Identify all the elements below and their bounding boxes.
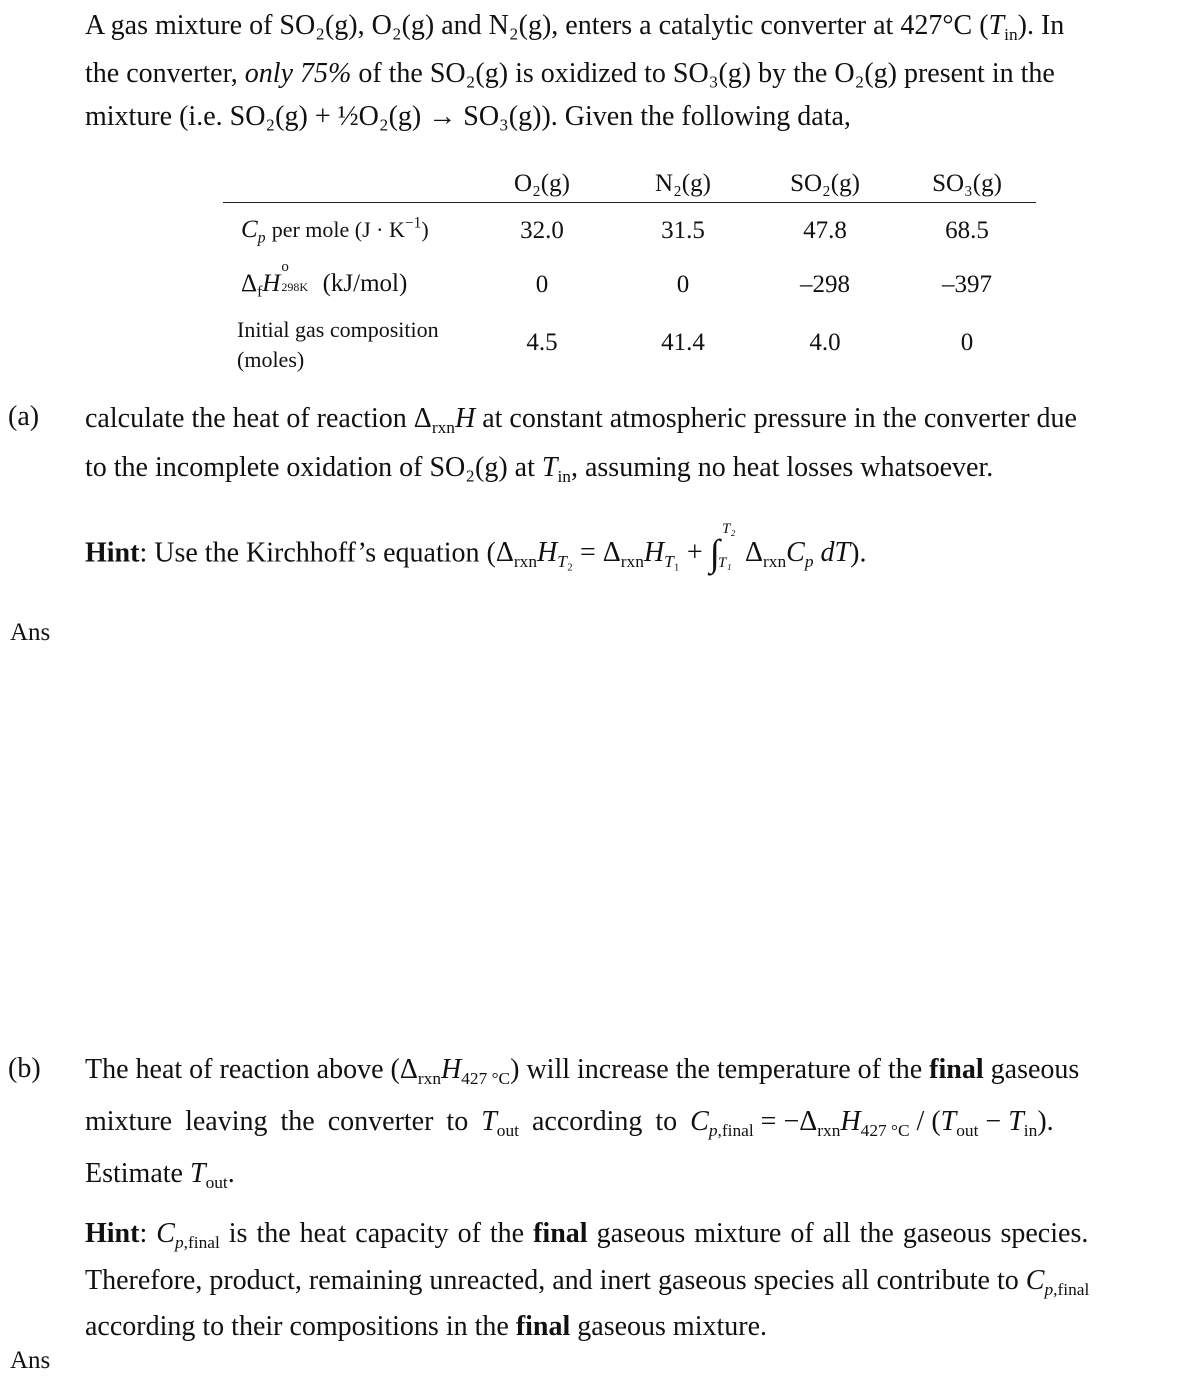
header-so3: SO₃(g) <box>932 170 1002 197</box>
part-a-line-1-text: calculate the heat of reaction Δ <box>85 403 432 434</box>
final-bold-1: final <box>929 1054 984 1085</box>
header-so2: SO₂(g) <box>790 170 860 197</box>
intro-line-1-end: ). In <box>1017 10 1065 41</box>
cp-symbol: C <box>241 216 258 243</box>
cell-cp-n2: 31.5 <box>661 217 705 244</box>
intro-line-2 <box>85 58 1055 90</box>
intro-line-3-start: mixture (i.e. <box>85 101 223 132</box>
part-b-hint-line-2 <box>85 1265 1090 1300</box>
cp-final-symbol: $C_{p,final}$ <box>156 1218 220 1253</box>
t-in-symbol: T <box>988 10 1005 41</box>
cell-cp-o2: 32.0 <box>520 217 564 244</box>
cell-init-so3: 0 <box>960 329 974 356</box>
part-a-line-1-end: at constant atmospheric pressure in the converter due <box>482 403 1077 434</box>
delta-symbol: Δ <box>241 270 258 297</box>
cell-init-so2: 4.0 <box>809 329 841 356</box>
part-b-line-2-start: mixture leaving the converter to <box>85 1106 469 1137</box>
row-label-initial-composition: Initial gas composition (moles) <box>237 317 439 372</box>
delta-subscript-f: f <box>257 283 263 301</box>
row-label-cp <box>241 214 429 247</box>
hint-b-line-3-end: gaseous mixture. <box>577 1311 768 1342</box>
hint-end-a: ). <box>850 537 867 569</box>
reaction-equation: SO₂(g) + ½O₂(g) → SO₃(g)) <box>229 101 551 132</box>
hint-b-end: gaseous mixture of all the gaseous species. <box>596 1218 1089 1249</box>
t-in-a-sub: in <box>557 467 571 487</box>
header-o2: O₂(g) <box>514 170 570 197</box>
t-out-symbol: $T_{out}$ <box>481 1106 519 1141</box>
final-bold-2: final <box>533 1218 588 1249</box>
cp-unit-close: ) <box>421 217 429 242</box>
part-a-marker: (a) <box>8 401 40 432</box>
heat-of-reaction-427: $\Delta_{rxn}H_{427 ^\circ C}$ <box>399 1054 511 1089</box>
cell-dfh-n2: 0 <box>676 271 690 298</box>
part-b-line-1-start: The heat of reaction above ( <box>85 1054 400 1085</box>
part-a-line-2-end: , assuming no heat losses whatsoever. <box>570 452 994 483</box>
part-b-line-1-mid: ) will increase the temperature of the <box>510 1054 923 1085</box>
cell-init-n2: 41.4 <box>661 329 705 356</box>
intro-line-2-end: of the SO₂(g) is oxidized to SO₃(g) by the O₂(g) present in the <box>358 58 1055 89</box>
hint-b-text: is the heat capacity of the <box>228 1218 525 1249</box>
cell-cp-so2: 47.8 <box>803 217 847 244</box>
t-in-a: T <box>541 452 558 483</box>
h-symbol-a: H <box>454 403 476 434</box>
hint-label-a: Hint <box>85 537 140 569</box>
intro-line-2-start: the converter, <box>85 58 238 89</box>
t-out-estimate: $T_{out}$. <box>189 1158 235 1193</box>
part-a-hint <box>85 521 867 576</box>
rxn-subscript: rxn <box>431 418 455 438</box>
part-b-hint-line-3 <box>85 1311 767 1343</box>
dfh-unit-text: (kJ/mol) <box>322 270 408 297</box>
part-b-line-2-mid: according to <box>531 1106 678 1137</box>
temperature-sub: 298K <box>281 280 308 294</box>
part-a-line-2-text: to the incomplete oxidation of SO₂(g) at <box>85 452 535 483</box>
hint-b-line-3-start: according to their compositions in the <box>85 1311 509 1342</box>
header-n2: N₂(g) <box>655 170 711 197</box>
cell-cp-so3: 68.5 <box>945 217 989 244</box>
cell-dfh-o2: 0 <box>535 271 549 298</box>
hint-label-b: Hint <box>85 1218 140 1249</box>
intro-line-1 <box>85 10 1065 45</box>
cell-init-o2: 4.5 <box>526 329 558 356</box>
part-b-line-1 <box>85 1054 1080 1089</box>
h-sub-sup <box>280 259 316 294</box>
part-b-line-3-text: Estimate <box>85 1158 183 1189</box>
t-in-subscript: in <box>1004 25 1018 45</box>
hint-b-line-2-text: Therefore, product, remaining unreacted, and inert gaseous species all contribute to <box>85 1265 1019 1296</box>
table-header-rule <box>223 202 1036 203</box>
cp-unit-text: per mole (J · K <box>271 217 405 242</box>
row-label-dfh <box>241 259 408 301</box>
part-b-line-2 <box>85 1106 1054 1141</box>
part-b-line-3 <box>85 1158 235 1193</box>
hint-text-a: : Use the Kirchhoff’s equation ( <box>139 537 496 569</box>
cell-dfh-so2: –298 <box>800 271 850 298</box>
h-symbol: H <box>262 270 281 297</box>
cp-final-equation: $C_{p,final} = -\Delta_{rxn}H_{427 ^\circ C} / (T_{out} - T_{in})$. <box>690 1106 1054 1141</box>
kirchhoff-equation: $\Delta_{rxn}H_{T_2} = \Delta_{rxn}H_{T_1}$ + ∫ T₂ T₁ $\Delta_{rxn}C_p$ dT <box>495 521 851 575</box>
part-a-line-2 <box>85 452 994 487</box>
intro-line-3-end: . Given the following data, <box>550 101 851 132</box>
final-bold-3: final <box>515 1311 571 1342</box>
part-a-line-1 <box>85 403 1077 438</box>
cp-subscript: p <box>257 229 266 247</box>
part-b-marker: (b) <box>8 1053 41 1084</box>
intro-emphasis: only 75% <box>244 58 352 89</box>
part-b-ans-label: Ans <box>10 1347 51 1374</box>
intro-line-3 <box>85 101 851 133</box>
part-a-ans-label: Ans <box>10 619 51 646</box>
part-b-hint-line-1 <box>85 1218 1089 1253</box>
standard-state-sup: o <box>281 259 289 275</box>
cell-dfh-so3: –397 <box>942 271 992 298</box>
cp-final-symbol-2: $C_{p,final}$ <box>1025 1265 1090 1300</box>
cp-unit-exponent: −1 <box>404 214 422 232</box>
hint-colon-b: : <box>139 1218 148 1249</box>
intro-line-1-text: A gas mixture of SO₂(g), O₂(g) and N₂(g), enters a catalytic converter at 427°C ( <box>85 10 989 41</box>
part-b-line-1-end: gaseous <box>990 1054 1080 1085</box>
